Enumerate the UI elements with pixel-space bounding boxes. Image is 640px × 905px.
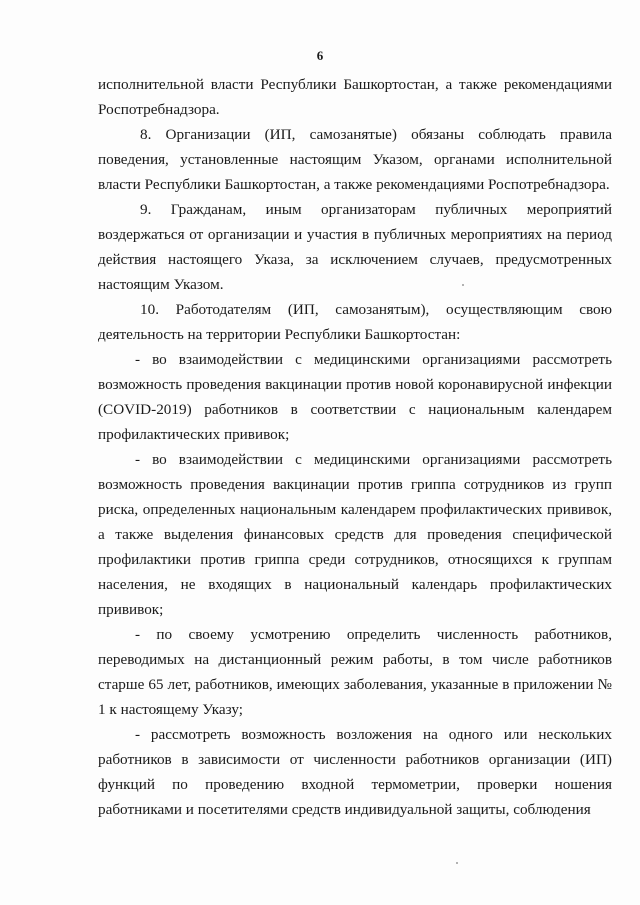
- scan-speck: [456, 862, 458, 864]
- paragraph-item-10: 10. Работодателям (ИП, самозанятым), осуществляющим свою деятельность на территории Республики Башкортостан:: [98, 301, 612, 343]
- paragraph-item-10-dash-3: - по своему усмотрению определить численность работников, переводимых на дистанционный режим работы, в том числе работников старше 65 лет, работников, имеющих заболевания, указанные в приложении № 1 к настоящему Указу;: [98, 626, 612, 718]
- scan-speck: [462, 284, 464, 286]
- paragraph-item-8: 8. Организации (ИП, самозанятые) обязаны соблюдать правила поведения, установленные настоящим Указом, органами исполнительной власти Республики Башкортостан, а также рекомендациями Роспотребнадзора.: [98, 126, 612, 193]
- paragraph-item-10-dash-2: - во взаимодействии с медицинскими организациями рассмотреть возможность проведения вакцинации против гриппа сотрудников из групп риска, определенных национальным календарем профилактических прививок, а также выделения финансовых средств для проведения специфической профилактики против гриппа среди сотрудников, относящихся к группам населения, не входящих в национальный календарь профилактических прививок;: [98, 451, 612, 618]
- page-number: 6: [316, 48, 324, 63]
- paragraph-item-9: 9. Гражданам, иным организаторам публичных мероприятий воздержаться от организации и участия в публичных мероприятиях на период действия настоящего Указа, за исключением случаев, предусмотренных настоящим Указом.: [98, 201, 612, 293]
- paragraph-item-10-dash-4: - рассмотреть возможность возложения на одного или нескольких работников в зависимости от численности работников организации (ИП) функций по проведению входной термометрии, проверки ношения работниками и посетителями средств индивидуальной защиты, соблюдения: [98, 726, 612, 818]
- document-body: [98, 72, 612, 822]
- paragraph-continuation: исполнительной власти Республики Башкортостан, а также рекомендациями Роспотребнадзора.: [98, 76, 612, 118]
- paragraph-item-10-dash-1: - во взаимодействии с медицинскими организациями рассмотреть возможность проведения вакцинации против новой коронавирусной инфекции (COVID-2019) работников в соответствии с национальным календарем профилактических прививок;: [98, 351, 612, 443]
